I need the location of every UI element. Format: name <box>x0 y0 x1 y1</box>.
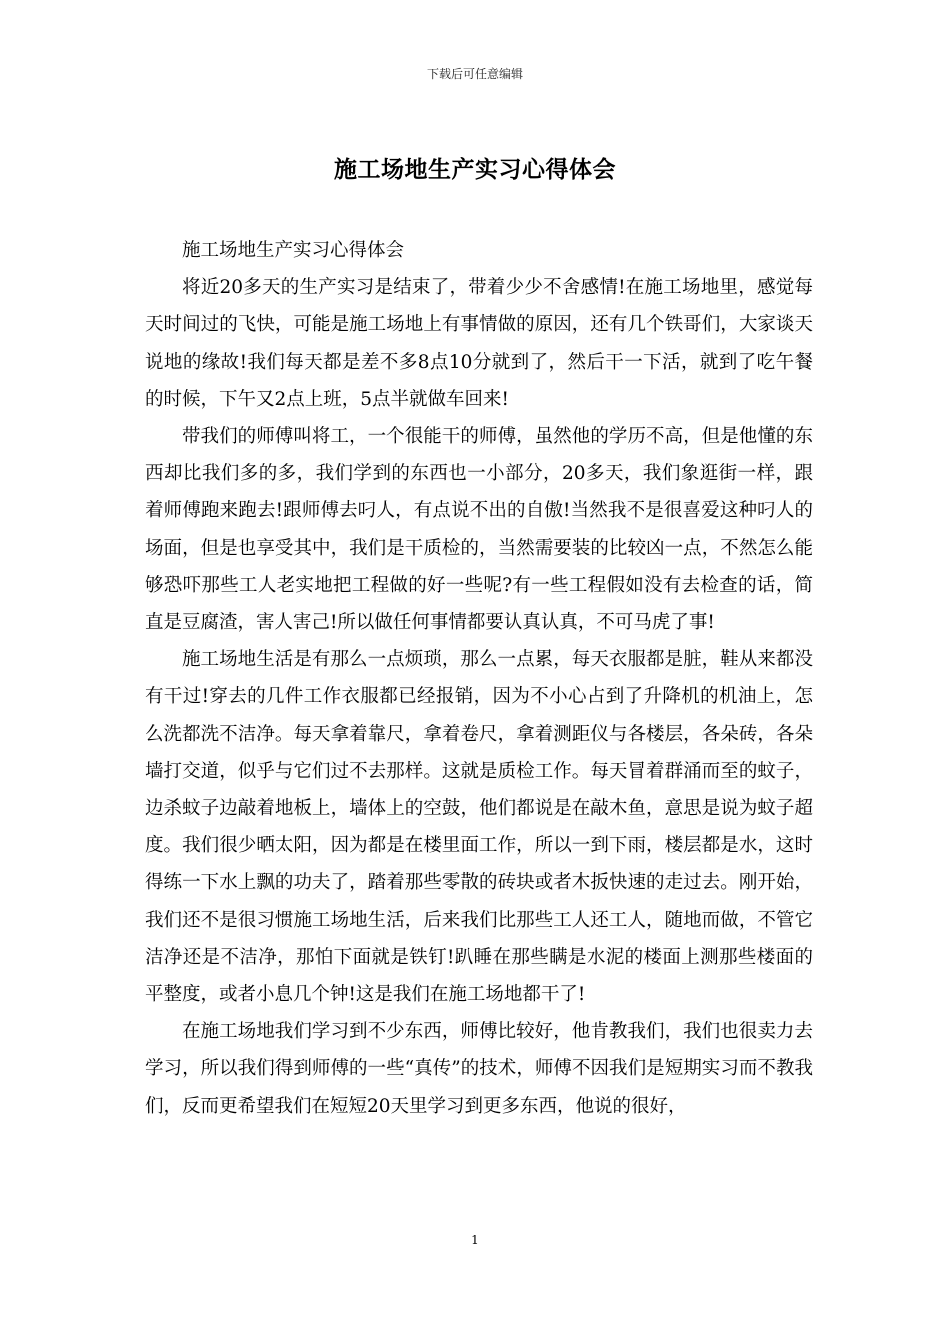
paragraph: 施工场地生活是有那么一点烦琐，那么一点累，每天衣服都是脏，鞋从来都没有干过!穿去的几件工作衣服都已经报销，因为不小心占到了升降机的机油上，怎么洗都洗不洁净。每天拿着靠尺，拿着卷尺，拿着测距仪与各楼层，各朵砖，各朵墙打交道，似乎与它们过不去那样。这就是质检工作。每天冒着群涌而至的蚊子，边杀蚊子边敲着地板上，墙体上的空鼓，他们都说是在敲木鱼，意思是说为蚊子超度。我们很少晒太阳，因为都是在楼里面工作，所以一到下雨，楼层都是水，这时得练一下水上飘的功夫了，踏着那些零散的砖块或者木扳快速的走过去。刚开始，我们还不是很习惯施工场地生活，后来我们比那些工人还工人，随地而做，不管它洁净还是不洁净，那怕下面就是铁钉!趴睡在那些瞒是水泥的楼面上测那些楼面的平整度，或者小息几个钟!这是我们在施工场地都干了! <box>145 649 813 1006</box>
page-number: 1 <box>471 1233 479 1247</box>
document-body <box>145 232 813 1125</box>
paragraph: 将近20多天的生产实习是结束了，带着少少不舍感情!在施工场地里，感觉每天时间过的飞快，可能是施工场地上有事情做的原因，还有几个铁哥们，大家谈天说地的缘故!我们每天都是差不多8点10分就到了，然后干一下活，就到了吃午餐的时候，下午又2点上班，5点半就做车回来! <box>145 277 813 410</box>
paragraph: 在施工场地我们学习到不少东西，师傅比较好，他肯教我们，我们也很卖力去学习，所以我们得到师傅的一些“真传”的技术，师傅不因我们是短期实习而不教我们，反而更希望我们在短短20天里学习到更多东西，他说的很好， <box>145 1021 813 1117</box>
paragraph: 带我们的师傅叫将工，一个很能干的师傅，虽然他的学历不高，但是他懂的东西却比我们多的多，我们学到的东西也一小部分，20多天，我们象逛街一样，跟着师傅跑来跑去!跟师傅去叼人，有点说不出的自傲!当然我不是很喜爱这种叼人的场面，但是也享受其中，我们是干质检的，当然需要装的比较凶一点，不然怎么能够恐吓那些工人老实地把工程做的好一些呢?有一些工程假如没有去检查的话，简直是豆腐渣，害人害己!所以做任何事情都要认真认真，不可马虎了事! <box>145 426 813 634</box>
paragraph: 施工场地生产实习心得体会 <box>182 240 405 261</box>
page-header: 下载后可任意编辑 <box>426 67 523 81</box>
document-title: 施工场地生产实习心得体会 <box>334 156 616 183</box>
